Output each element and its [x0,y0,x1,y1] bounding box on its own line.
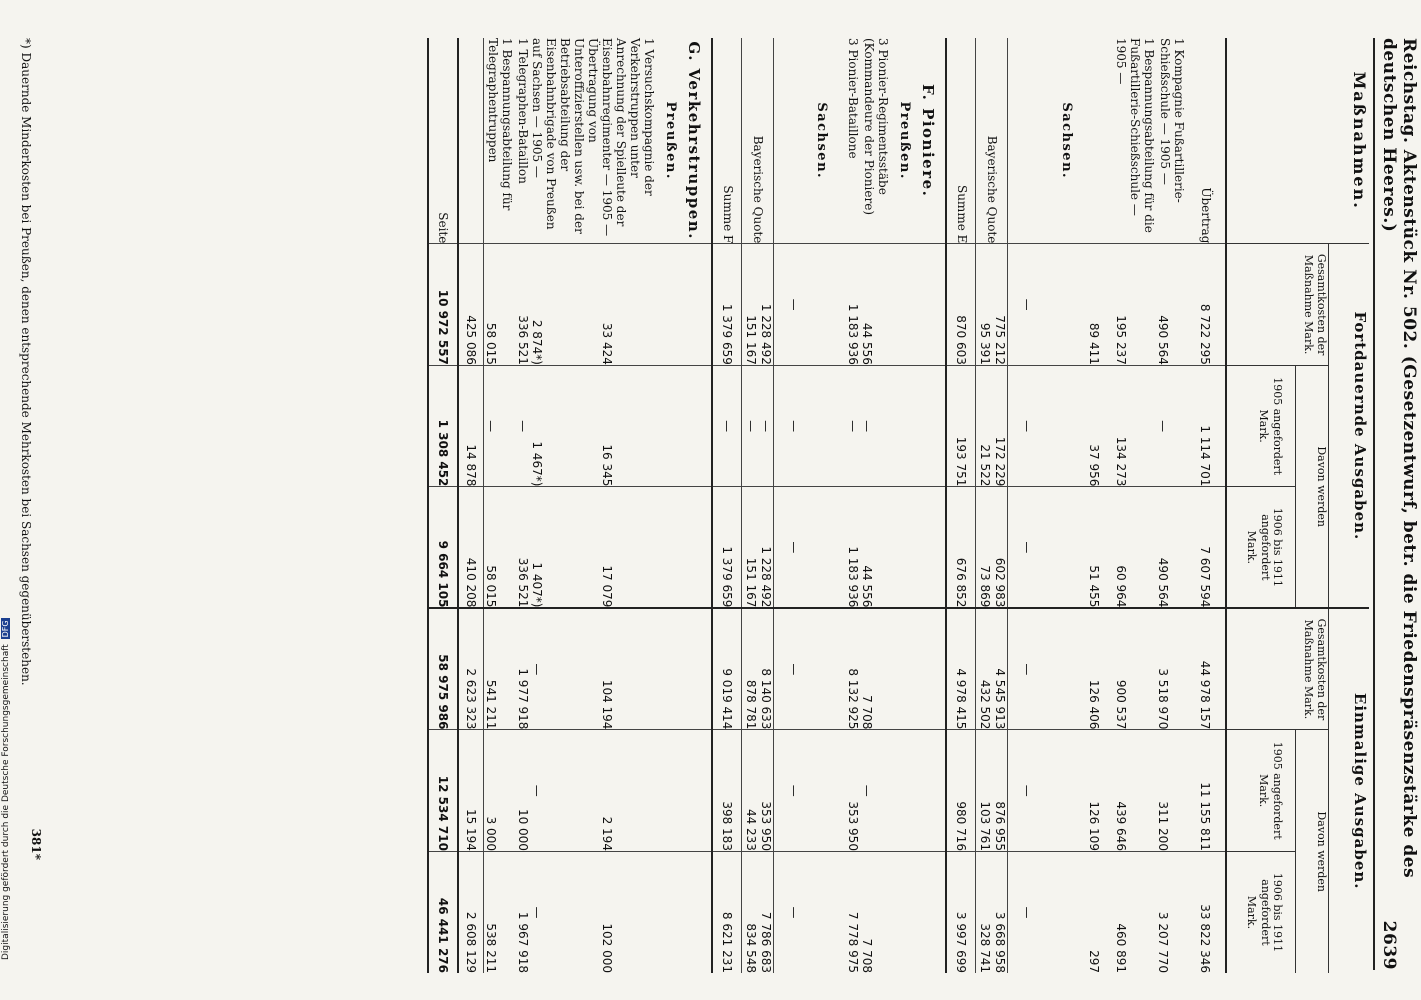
cell: — [1008,730,1046,852]
table-row [860,38,890,973]
page-number: 381* [29,828,43,860]
table-row [814,38,842,973]
row-label: 3 Pionier-Regimentsstäbe (Kommandeure der Pioniere) [862,38,890,216]
cell: 14 878 [458,365,484,487]
section-g [678,38,712,244]
col-label: 1906 bis 1911 angefordert [1259,872,1284,953]
table-row [890,38,912,973]
row-label: 1 Bespannungsabteilung für Telegraphentruppen [486,38,514,211]
cell: 900 537 [1114,608,1156,730]
col-unit: Mark. [1302,685,1315,720]
cell: 33 424 [600,244,656,366]
cell: 2 608 129 [458,851,484,973]
header-title: Reichstag. Aktenstück Nr. 502. (Gesetzentwurf, betr. die Friedenspräsenzstärke des deutschen Heeres.) [1379,38,1419,879]
cell: 16 345 [600,365,656,487]
cell: 46 441 276 [428,851,458,973]
cell: 439 646 [1114,730,1156,852]
cell: 8 140 633 [758,608,774,730]
davon-werden-onetime: Davon werden [1296,730,1329,973]
row-label: Summe E [954,184,969,244]
section-title: Pioniere. [919,108,938,198]
cell: 1 228 492 [758,487,774,609]
cell: — [530,730,600,852]
cell: 58 015 [484,244,514,366]
table-row [992,38,1008,973]
cell: 33 822 346 [1186,851,1226,973]
row-label: 1 Telegraphen-Bataillon [516,38,530,184]
cell: 104 194 [600,608,656,730]
subsection-preussen: Preußen. [663,101,678,180]
cell: 58 015 [484,487,514,609]
cell: 3 000 [484,730,514,852]
col-unit: Mark. [1257,774,1270,808]
section-f [912,38,946,244]
row-label: Bayerische Quote [985,135,1000,244]
subsection-sachsen: Sachsen. [814,102,829,180]
cell: 193 751 [946,365,976,487]
col-1905-continuing [1226,365,1296,487]
cell: 12 534 710 [428,730,458,852]
cell: 44 556 [860,487,890,609]
cell: 60 964 [1114,487,1156,609]
cell: 44 978 157 [1186,608,1226,730]
cell: 7 786 683 [758,851,774,973]
row-label: Übertragung von Unteroffizierstellen usw. bei der Betriebsabteilung der Eisenbahnbrigade von Preußen auf Sachsen — 1905 — [530,38,600,234]
cell: 336 521 [514,244,530,366]
cell: 1 379 659 [712,244,742,366]
cell: 2 874*) [530,244,600,366]
cell: — [1008,608,1046,730]
cell: 58 975 986 [428,608,458,730]
cell: 541 211 [484,608,514,730]
cell: — [1008,365,1046,487]
subsection-sachsen: Sachsen. [1059,102,1074,180]
cell: 490 564 [1156,244,1186,366]
cell: 3 518 970 [1156,608,1186,730]
cell: 8 621 231 [712,851,742,973]
cell: 1 379 659 [712,487,742,609]
cell: 3 997 699 [946,851,976,973]
table-row [458,38,484,973]
cell: 44 233 [742,730,758,852]
col-gesamt-continuing [1226,244,1329,366]
cell: 51 455 [1074,487,1114,609]
cell: 89 411 [1074,244,1114,366]
cell: 2 194 [600,730,656,852]
cell: 195 237 [1114,244,1156,366]
table-row [1046,38,1074,973]
cell: — [712,365,742,487]
cell: 538 211 [484,851,514,973]
table-row [946,38,976,973]
section-letter: G. [685,41,704,62]
cell: 297 [1074,851,1114,973]
table-row-total [428,38,458,973]
header-page-number: 2639 [1379,920,1399,970]
cell: — [530,851,600,973]
cell: 95 391 [976,244,992,366]
cell: 353 950 [842,730,860,852]
cell: — [860,365,890,487]
table-row [530,38,600,973]
table-row [912,38,946,973]
table-row [514,38,530,973]
cell: 425 086 [458,244,484,366]
cell: — [774,365,814,487]
cell: 328 741 [976,851,992,973]
cell: 151 167 [742,244,758,366]
header-rule [1373,38,1375,970]
cell: 151 167 [742,487,758,609]
table-row [774,38,814,973]
cell: 1 967 918 [514,851,530,973]
group-header-continuing: Fortdauernde Ausgaben. [1329,244,1370,609]
cell: 1 977 918 [514,608,530,730]
table-row [842,38,860,973]
cell: 9 019 414 [712,608,742,730]
cell: 7 708 [860,851,890,973]
cell: 676 852 [946,487,976,609]
cell: 311 200 [1156,730,1186,852]
table-row [712,38,742,973]
cell: 1 407*) [530,487,600,609]
cell: 3 668 958 [992,851,1008,973]
col-1905-onetime [1226,730,1296,852]
table-row [1074,38,1114,973]
table-row [1186,38,1226,973]
cell: — [742,365,758,487]
cell: 17 079 [600,487,656,609]
cell: 73 869 [976,487,992,609]
cell: 398 183 [712,730,742,852]
col-unit: Mark. [1257,409,1270,443]
cell: 103 761 [976,730,992,852]
cell: 490 564 [1156,487,1186,609]
cell: 10 000 [514,730,530,852]
cell: — [514,365,530,487]
col-label: Gesamtkosten der Maßnahme [1302,253,1328,356]
subsection-preussen: Preußen. [897,101,912,180]
cell: 15 194 [458,730,484,852]
table-row [1114,38,1156,973]
row-label: 1 Versuchskompagnie der Verkehrstruppen unter Anrechnung der Spielleute der Eisenbahnregimenter — 1905 — [600,38,656,237]
cell: 102 000 [600,851,656,973]
credit-text: Digitalisierung gefördert durch die Deutsche Forschungsgemeinschaft [1,644,11,960]
table-row [600,38,656,973]
cell: — [1008,244,1046,366]
cell: 870 603 [946,244,976,366]
cell: 1 467*) [530,365,600,487]
cell: — [1008,851,1046,973]
cell: 878 781 [742,608,758,730]
cell: 9 664 105 [428,487,458,609]
col-unit: Mark. [1245,530,1258,565]
cell: 834 548 [742,851,758,973]
cell: 44 556 [860,244,890,366]
cell: — [530,608,600,730]
cell: 2 623 323 [458,608,484,730]
cell: 134 273 [1114,365,1156,487]
table-row [656,38,678,973]
cell: 980 716 [946,730,976,852]
section-letter: F. [919,83,938,102]
col-label: 1905 angefordert [1271,377,1284,476]
table-row [1156,38,1186,973]
row-label: Summe F [720,185,735,244]
cell: 460 891 [1114,851,1156,973]
cell: 10 972 557 [428,244,458,366]
col-label: Gesamtkosten der Maßnahme [1302,618,1328,721]
cell: 1 228 492 [758,244,774,366]
cell: — [774,608,814,730]
cell: 11 155 811 [1186,730,1226,852]
cell: 1 183 936 [842,244,860,366]
cell: — [1008,487,1046,609]
cell: — [842,365,860,487]
credit-line [1,618,15,960]
cell: — [774,851,814,973]
row-label: 1 Kompagnie Fußartillerie-Schießschule — 1905 — [1158,38,1186,203]
column-header-measures: Maßnahmen. [1226,38,1369,244]
table-row [1008,38,1046,973]
cell: 126 406 [1074,608,1114,730]
table-row [758,38,774,973]
cell: 1 308 452 [428,365,458,487]
cell: 7 607 594 [1186,487,1226,609]
col-1906-onetime [1226,851,1296,973]
cell: 775 212 [992,244,1008,366]
row-label: 3 Pionier-Bataillone [846,38,860,159]
cell: 1 183 936 [842,487,860,609]
cell: 3 207 770 [1156,851,1186,973]
cell: 37 956 [1074,365,1114,487]
section-title: Verkehrstruppen. [685,68,704,240]
cell: 410 208 [458,487,484,609]
cell: — [774,487,814,609]
col-label: 1906 bis 1911 angefordert [1259,507,1284,587]
running-header [1379,38,1419,970]
dfg-logo: DFG [1,620,10,638]
cell: — [484,365,514,487]
cell: 126 109 [1074,730,1114,852]
cell: 432 502 [976,608,992,730]
table-row [678,38,712,973]
group-header-one-time: Einmalige Ausgaben. [1329,608,1370,973]
cell: 353 950 [758,730,774,852]
cell: 4 545 913 [992,608,1008,730]
col-unit: Mark. [1302,321,1315,355]
cell: 336 521 [514,487,530,609]
cell: — [758,365,774,487]
row-label: Bayerische Quote [751,135,766,244]
cell: 1 114 701 [1186,365,1226,487]
cell: — [1156,365,1186,487]
cell: 8 132 925 [842,608,860,730]
row-label: Seite [436,212,451,244]
col-label: 1905 angefordert [1271,741,1284,840]
expenditure-table [427,38,1369,973]
cell: 21 522 [976,365,992,487]
davon-werden-continuing: Davon werden [1296,365,1329,608]
cell: 7 708 [860,608,890,730]
cell: 7 778 975 [842,851,860,973]
cell: — [860,730,890,852]
cell: 876 955 [992,730,1008,852]
col-gesamt-onetime [1226,608,1329,730]
row-label: 1 Bespannungsabteilung für die Fußartillerie-Schießschule — 1905 — [1114,38,1156,233]
cell: 4 978 415 [946,608,976,730]
cell: — [774,244,814,366]
cell: 602 983 [992,487,1008,609]
row-label: Übertrag [1199,187,1213,244]
col-unit: Mark. [1245,895,1258,930]
cell: — [774,730,814,852]
col-1906-continuing [1226,487,1296,609]
footnote: *) Dauernde Minderkosten bei Preußen, denen entsprechende Mehrkosten bei Sachsen gegenüberstehen. [19,38,33,686]
cell: 172 229 [992,365,1008,487]
cell: 8 722 295 [1186,244,1226,366]
table-row [484,38,514,973]
